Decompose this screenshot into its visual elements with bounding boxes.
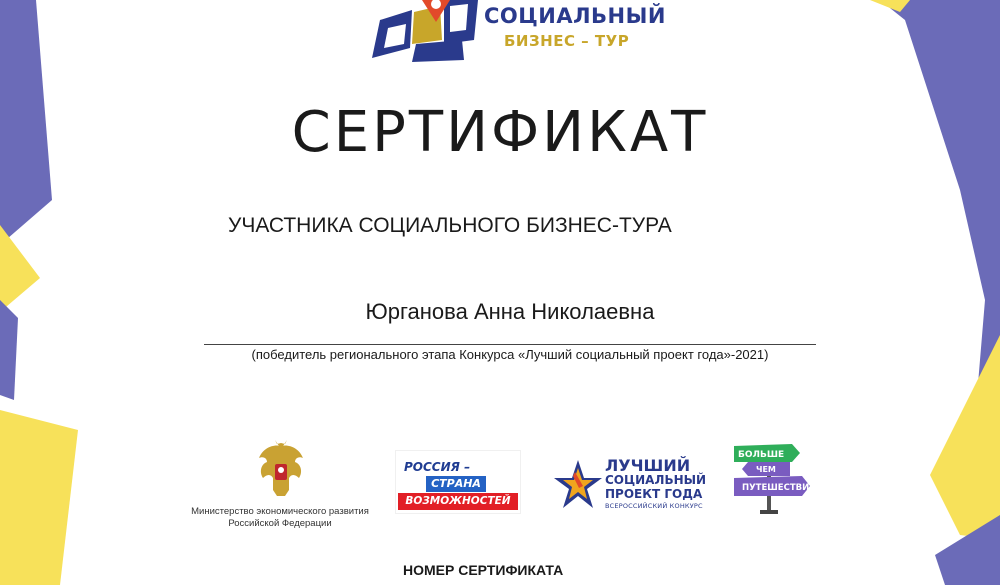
certificate-number-label: НОМЕР СЕРТИФИКАТА [403,562,564,578]
rsv-line3: ВОЗМОЖНОСТЕЙ [398,493,518,510]
brand-title: СОЦИАЛЬНЫЙ [484,4,666,28]
best-line2: СОЦИАЛЬНЫЙ [605,473,707,487]
more-line1: БОЛЬШЕ [738,450,785,460]
more-line3: ПУТЕШЕСТВИЕ [742,483,816,493]
best-line4: ВСЕРОССИЙСКИЙ КОНКУРС [605,502,703,510]
more-than-travel-logo [730,440,816,515]
star-figure-icon [553,458,603,514]
recipient-note: (победитель регионального этапа Конкурса «Лучший социальный проект года»-2021) [251,347,769,362]
ministry-line1: Министерство экономического развития [191,506,369,517]
signature-line [204,344,816,345]
certificate-title: СЕРТИФИКАТ [291,100,709,165]
russia-land-of-opportunities-logo [396,451,520,513]
certificate-subtitle: УЧАСТНИКА СОЦИАЛЬНОГО БИЗНЕС-ТУРА [228,214,672,237]
brand-subtitle: БИЗНЕС – ТУР [504,32,630,50]
rsv-line1: РОССИЯ – [402,459,494,476]
more-line2: ЧЕМ [756,465,776,474]
ministry-logo [175,440,385,530]
best-line3: ПРОЕКТ ГОДА [605,487,703,501]
best-social-project-logo [553,456,707,516]
recipient-name: Юрганова Анна Николаевна [365,299,655,324]
coat-of-arms-icon [255,440,307,498]
best-line1: ЛУЧШИЙ [605,456,691,475]
rsv-line2: СТРАНА [426,476,486,492]
ministry-line2: Российской Федерации [228,518,332,529]
